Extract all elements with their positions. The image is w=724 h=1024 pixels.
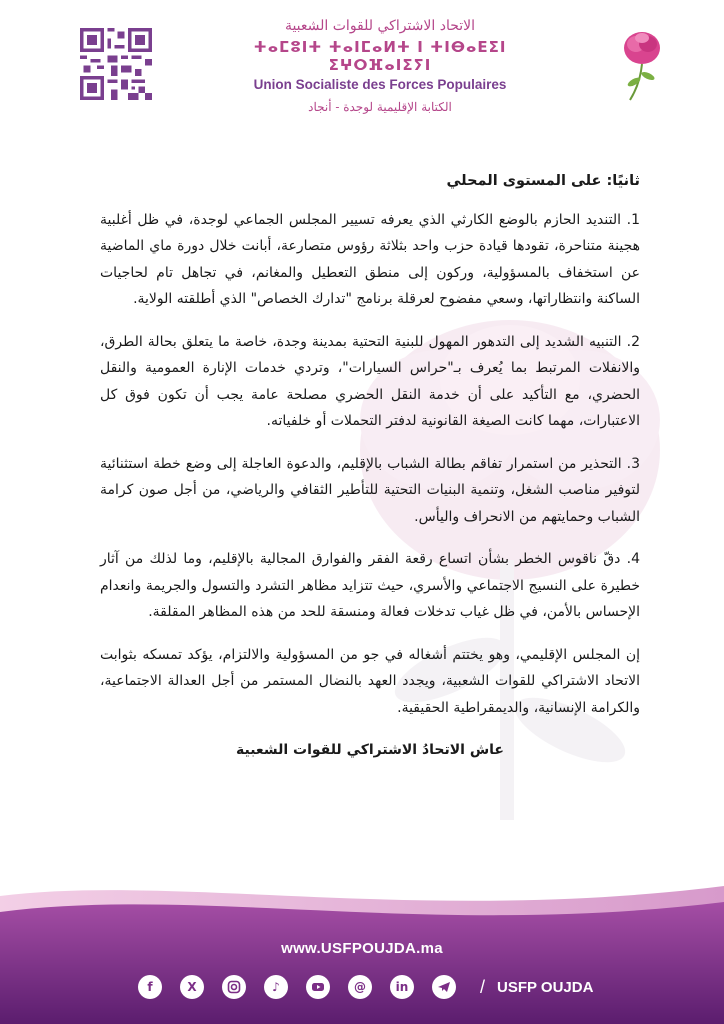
party-logo [240, 18, 520, 114]
x-icon[interactable]: X [180, 975, 204, 999]
footer [0, 878, 724, 1024]
instagram-icon[interactable] [222, 975, 246, 999]
rose-icon [612, 24, 672, 104]
section-title: ثانيًا: على المستوى المحلي [446, 173, 640, 189]
statement-paragraph-1: 1. التنديد الحازم بالوضع الكارثي الذي يعرفه تسيير المجلس الجماعي لوجدة، في ظل أغلبية هجينة متناحرة، تقودها قيادة حزب واحد بثلاثة رؤوس متصارعة، أبانت خلال دورة ماي الماضية عن استخفاف بالمسؤولية، وركون إلى منطق التعطيل والمغانم، في تجاهل تام لحاجيات الساكنة وانتظاراتها، وسعي مفضوح لعرقلة برنامج "تدارك الخصاص" الذي أطلقته الولاية. [100, 211, 640, 307]
statement-paragraph-2: 2. التنبيه الشديد إلى التدهور المهول للبنية التحتية بمدينة وجدة، خاصة ما يتعلق بحالة الطرق، والانفلات المرتبط بما يُعرف بـ"حراس السيارات"، وتردي خدمات الإنارة العمومية والنقل الحضري، مع التأكيد على أن خدمة النقل الحضري مصلحة عامة يجب أن تكون فوق كل الاعتبارات، مهما كانت الصيغة القانونية لدفتر التحملات أو خلفياته. [100, 333, 640, 429]
logo-tifinagh-name: ⵜⴰⵎⵓⵏⵜ ⵜⴰⵏⵎⴰⵍⵜ ⵏ ⵜⵏⴱⴰⴹⵉⵏ ⵉⵖⵔⴼⴰⵏⵉⵢⵏ [253, 38, 507, 74]
separator-slash: / [480, 976, 486, 997]
conclusion-paragraph: إن المجلس الإقليمي، وهو يختتم أشغاله في جو من المسؤولية والالتزام، يؤكد تمسكه بثوابت الاتحاد الاشتراكي للقوات الشعبية، ويجدد العهد بالنضال المستمر من أجل العدالة الاجتماعية، والكرامة الإنسانية، والديمقراطية الحقيقية. [100, 646, 640, 716]
threads-icon[interactable]: @ [348, 975, 372, 999]
qr-code[interactable] [80, 28, 152, 100]
statement-paragraph-3: 3. التحذير من استمرار تفاقم بطالة الشباب بالإقليم، والدعوة العاجلة إلى وضع خطة استثنائية لتوفير مناصب الشغل، وتنمية البنيات التحتية للتأطير الثقافي والرياضي، من أجل صون كرامة الشباب وحمايتهم من الانحراف واليأس. [100, 455, 640, 525]
social-links [138, 972, 593, 1002]
statement-paragraph-4: 4. دقّ ناقوس الخطر بشأن اتساع رقعة الفقر والفوارق المجالية بالإقليم، وما لذلك من آثار خطيرة على النسيج الاجتماعي والأسري، حيث تتزايد مظاهر التشرد والتسول والجريمة وانعدام الإحساس بالأمن، في ظل غياب تدخلات فعالة ومنسقة للحد من هذه المظاهر المقلقة. [100, 551, 640, 620]
statement-body [100, 168, 640, 764]
tiktok-icon[interactable]: ♪ [264, 975, 288, 999]
linkedin-icon[interactable]: in [390, 975, 414, 999]
youtube-icon[interactable] [306, 975, 330, 999]
logo-arabic-name: الاتحاد الاشتراكي للقوات الشعبية [284, 18, 476, 34]
logo-french-name: Union Socialiste des Forces Populaires [253, 77, 507, 92]
telegram-icon[interactable] [432, 975, 456, 999]
logo-subtitle: الكتابة الإقليمية لوجدة - أنجاد [308, 100, 452, 114]
website-url[interactable]: www.USFPOUJDA.ma [281, 940, 443, 957]
letterhead [0, 0, 724, 120]
social-handle[interactable]: USFP OUJDA [497, 978, 594, 996]
closing-slogan: عاش الاتحادُ الاشتراكي للقوات الشعبية [236, 742, 504, 758]
facebook-icon[interactable]: f [138, 975, 162, 999]
